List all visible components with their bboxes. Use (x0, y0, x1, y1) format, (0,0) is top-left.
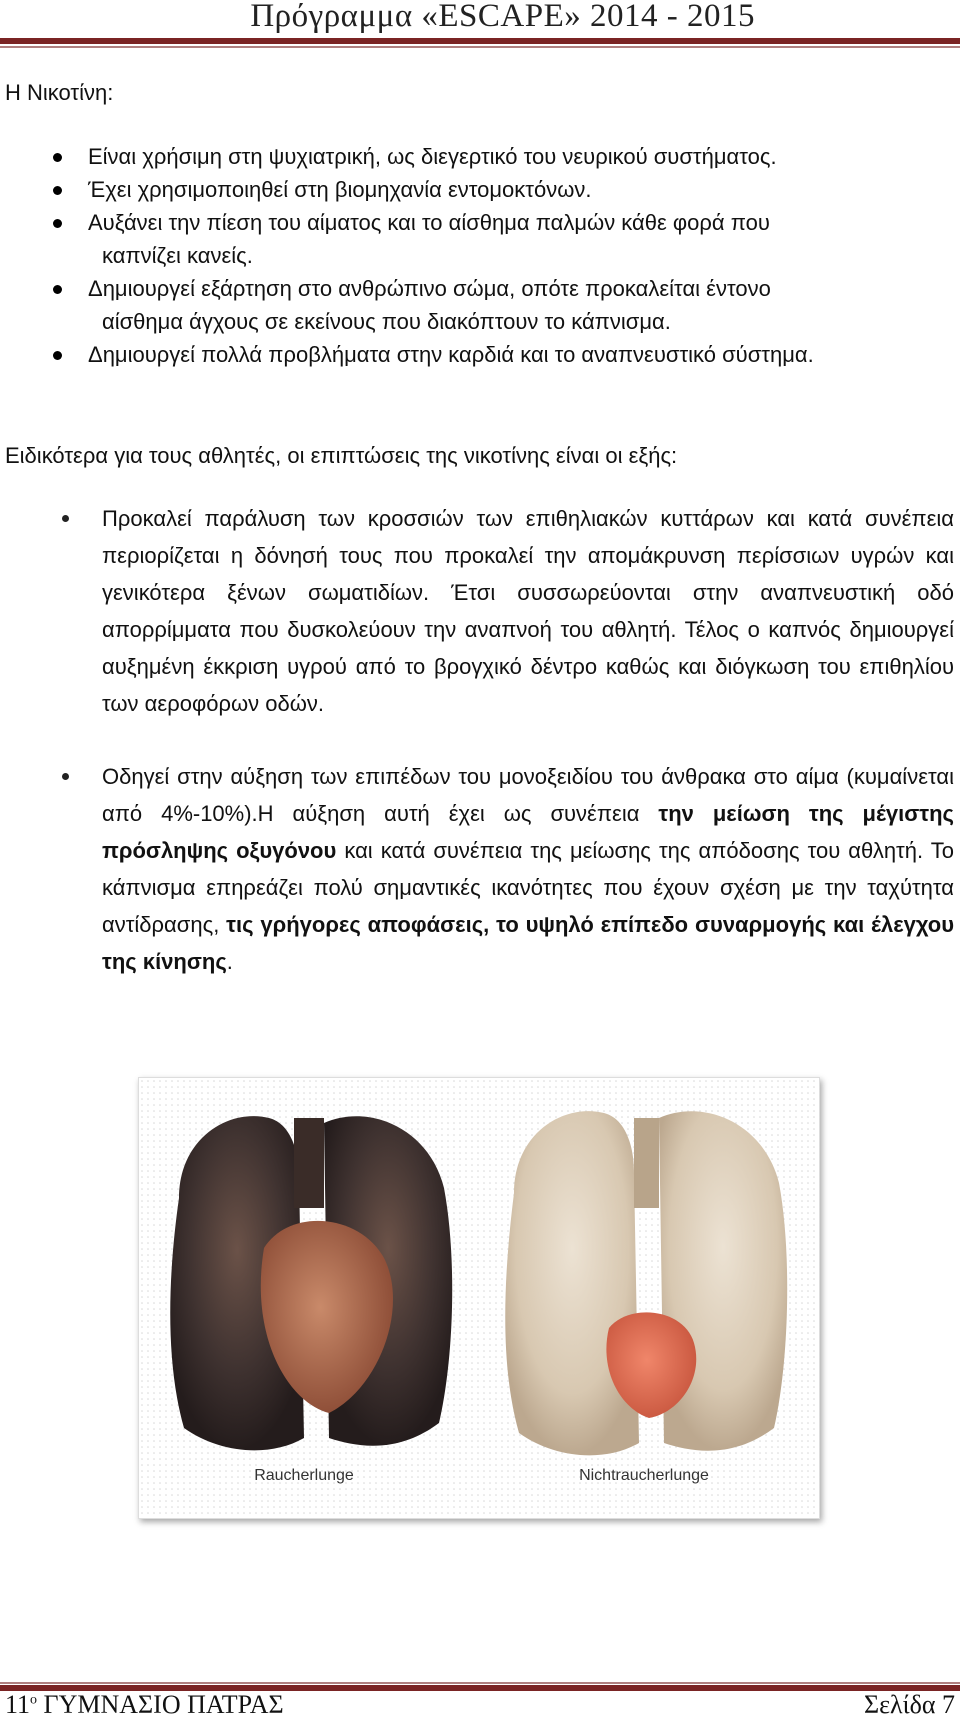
lungs-illustration (139, 1078, 819, 1518)
header-rule-thin (0, 46, 960, 48)
nicotine-bullet-list (0, 140, 940, 371)
paragraph-text: και κατά συνέπεια της μείωσης της απόδοσης του αθλητή. Το κάπνισμα επηρεάζει πολύ σημαντικές ικανότητες που έχουν σχέση με την ταχύτητα αντίδρασης, (102, 838, 954, 937)
list-item-text: Δημιουργεί εξάρτηση στο ανθρώπινο σώμα, οπότε προκαλείται έντονο (88, 276, 771, 301)
paragraph-cilia: Προκαλεί παράλυση των κροσσιών των επιθηλιακών κυττάρων και κατά συνέπεια περιορίζεται η δόνησή τους που προκαλεί την απομάκρυνση περίσσιων υγρών και γενικότερα ξένων σωματιδίων. Έτσι συσσωρεύονται στην αναπνευστική οδό απορρίμματα που δυσκολεύουν την αναπνοή του αθλητή. Τέλος ο καπνός δημιουργεί αυξημένη έκκριση υγρού από το βρογχικό δέντρο καθώς και διόγκωση του επιθηλίου των αεροφόρων οδών. (102, 506, 954, 716)
list-item (0, 140, 940, 173)
bullet-marker (62, 515, 69, 522)
footer-school-name: ΓΥΜΝΑΣΙΟ ΠΑΤΡΑΣ (37, 1690, 284, 1719)
lungs-photo (138, 1077, 820, 1519)
list-item-continuation: καπνίζει κανείς. (102, 243, 253, 268)
list-item-text: Είναι χρήσιμη στη ψυχιατρική, ως διεγερτικό του νευρικού συστήματος. (88, 144, 777, 169)
page-header-title: Πρόγραμμα «ESCAPE» 2014 - 2015 (250, 0, 755, 34)
paragraph-bold: τις γρήγορες αποφάσεις, το υψηλό επίπεδο συναρμογής και έλεγχου της κίνησης (102, 912, 955, 974)
nonsmoker-lung-caption: Nichtraucherlunge (579, 1467, 709, 1484)
list-item (0, 206, 940, 272)
list-item-text: Έχει χρησιμοποιηθεί στη βιομηχανία εντομοκτόνων. (88, 177, 592, 202)
footer-ordinal: ο (30, 1692, 38, 1708)
list-item-text: Δημιουργεί πολλά προβλήματα στην καρδιά και το αναπνευστικό σύστημα. (88, 342, 814, 367)
smoker-lung-shape (170, 1116, 452, 1450)
section-intro: Η Νικοτίνη: (5, 80, 114, 105)
list-item (0, 272, 940, 338)
list-item-text: Αυξάνει την πίεση του αίματος και το αίσθημα παλμών κάθε φορά που (88, 210, 770, 235)
paragraph-text: Οδηγεί στην αύξηση των επιπέδων του μονοξειδίου του άνθρακα στο αίμα (κυμαίνεται από 4%-10%).Η αύξηση αυτή έχει ως συνέπεια (102, 764, 954, 826)
smoker-lung-caption: Raucherlunge (254, 1467, 354, 1484)
footer-number: 11 (5, 1690, 31, 1719)
list-item (0, 338, 940, 371)
header-rule (0, 38, 960, 44)
list-item-continuation: αίσθημα άγχους σε εκείνους που διακόπτουν το κάπνισμα. (102, 309, 671, 334)
paragraph-text: . (226, 949, 233, 974)
bullet-marker (62, 773, 69, 780)
paragraph-carbon-monoxide (102, 758, 954, 980)
footer-school (5, 1690, 284, 1720)
athletes-lead: Ειδικότερα για τους αθλητές, οι επιπτώσεις της νικοτίνης είναι οι εξής: (5, 443, 678, 468)
page-number: Σελίδα 7 (863, 1690, 955, 1719)
list-item (0, 173, 940, 206)
paragraph-bold: την μείωση της μέγιστης πρόσληψης οξυγόνου (102, 801, 954, 863)
footer-rule-thin (0, 1682, 960, 1684)
